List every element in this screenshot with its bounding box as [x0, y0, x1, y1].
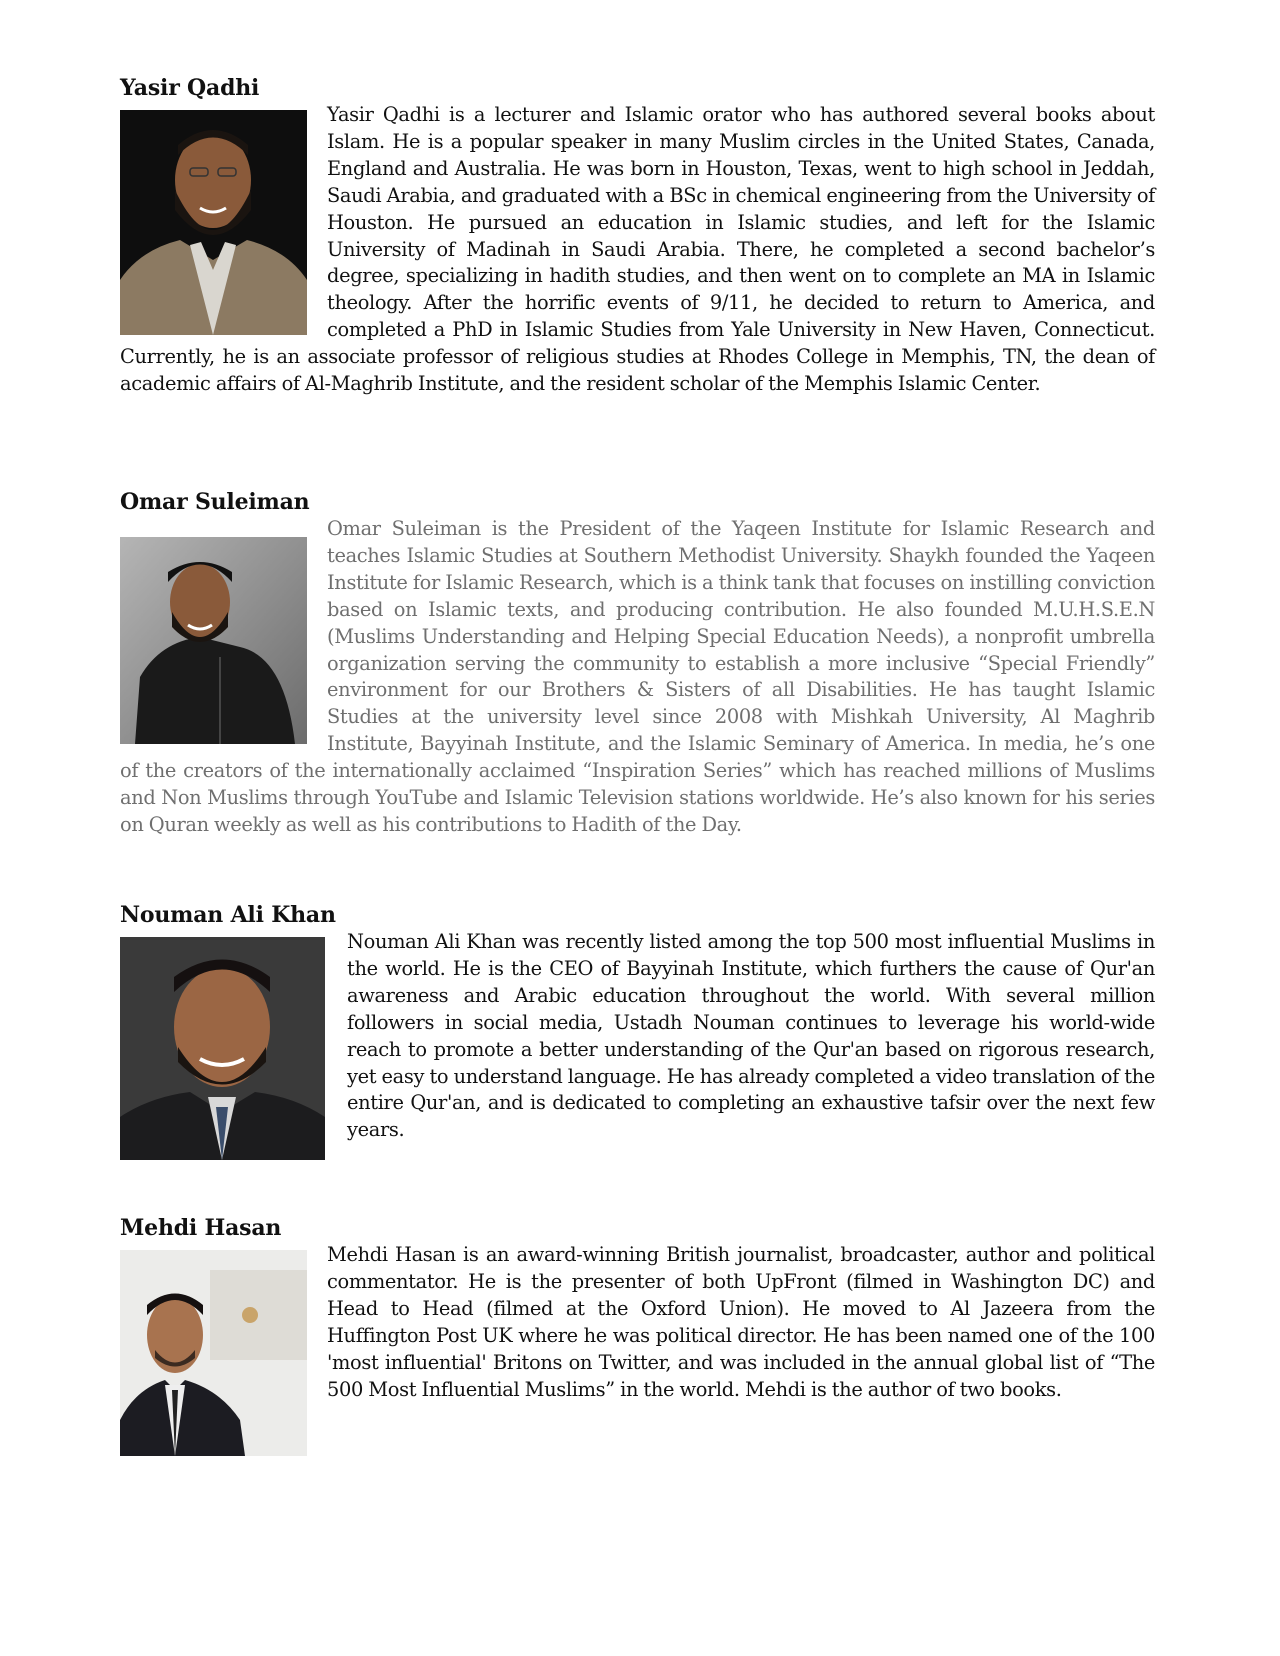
bio-text: Mehdi Hasan is an award-winning British journalist, broadcaster, author and political commentator. He is the presenter of both UpFront (filmed in Washington DC) and Head to Head (filmed at the Oxford Union). He moved to Al Jazeera from the Huffington Post UK where he was political director. He has been named one of the 100 'most influential' Britons on Twitter, and was included in the annual global list of “The 500 Most Influential Muslims” in the world. Mehdi is the author of two books.	[327, 1243, 1155, 1401]
bio-section-mehdi-hasan	[120, 1214, 1155, 1460]
bio-section-nouman-ali-khan	[120, 901, 1155, 1164]
person-name: Omar Suleiman	[120, 489, 310, 515]
bio-text: Yasir Qadhi is a lecturer and Islamic orator who has authored several books about Islam. He is a popular speaker in many Muslim circles in the United States, Canada, England and Australia. He was born in Houston, Texas, went to high school in Jeddah, Saudi Arabia, and graduated with a BSc in chemical engineering from the University of Houston. He pursued an education in Islamic studies, and left for the Islamic University of Madinah in Saudi Arabia. There, he completed a second bachelor’s degree, specializing in hadith studies, and then went on to complete an MA in Islamic theology. After the horrific events of 9/11, he decided to return to America, and completed a PhD in Islamic Studies from Yale University in New Haven, Connecticut. Currently, he is an associate professor of religious studies at Rhodes College in Memphis, TN, the dean of academic affairs of Al-Maghrib Institute, and the resident scholar of the Memphis Islamic Center.	[120, 103, 1155, 396]
person-name: Nouman Ali Khan	[120, 902, 336, 928]
portrait-photo	[120, 537, 307, 744]
person-name: Yasir Qadhi	[120, 75, 260, 101]
portrait-photo	[120, 110, 307, 335]
person-name: Mehdi Hasan	[120, 1215, 282, 1241]
bio-text: Nouman Ali Khan was recently listed among the top 500 most influential Muslims in the world. He is the CEO of Bayyinah Institute, which furthers the cause of Qur'an awareness and Arabic education throughout the world. With several million followers in social media, Ustadh Nouman continues to leverage his world-wide reach to promote a better understanding of the Qur'an based on rigorous research, yet easy to understand language. He has already completed a video translation of the entire Qur'an, and is dedicated to completing an exhaustive tafsir over the next few years.	[347, 930, 1155, 1142]
bio-section-yasir-qadhi	[120, 74, 1155, 398]
portrait-photo	[120, 1250, 307, 1456]
bio-section-omar-suleiman	[120, 488, 1155, 839]
portrait-photo	[120, 937, 325, 1160]
bio-text: Omar Suleiman is the President of the Yaqeen Institute for Islamic Research and teaches Islamic Studies at Southern Methodist University. Shaykh founded the Yaqeen Institute for Islamic Research, which is a think tank that focuses on instilling conviction based on Islamic texts, and producing contribution. He also founded M.U.H.S.E.N (Muslims Understanding and Helping Special Education Needs), a nonprofit umbrella organization serving the community to establish a more inclusive “Special Friendly” environment for our Brothers & Sisters of all Disabilities. He has taught Islamic Studies at the university level since 2008 with Mishkah University, Al Maghrib Institute, Bayyinah Institute, and the Islamic Seminary of America. In media, he’s one of the creators of the internationally acclaimed “Inspiration Series” which has reached millions of Muslims and Non Muslims through YouTube and Islamic Television stations worldwide. He’s also known for his series on Quran weekly as well as his contributions to Hadith of the Day.	[120, 517, 1155, 836]
